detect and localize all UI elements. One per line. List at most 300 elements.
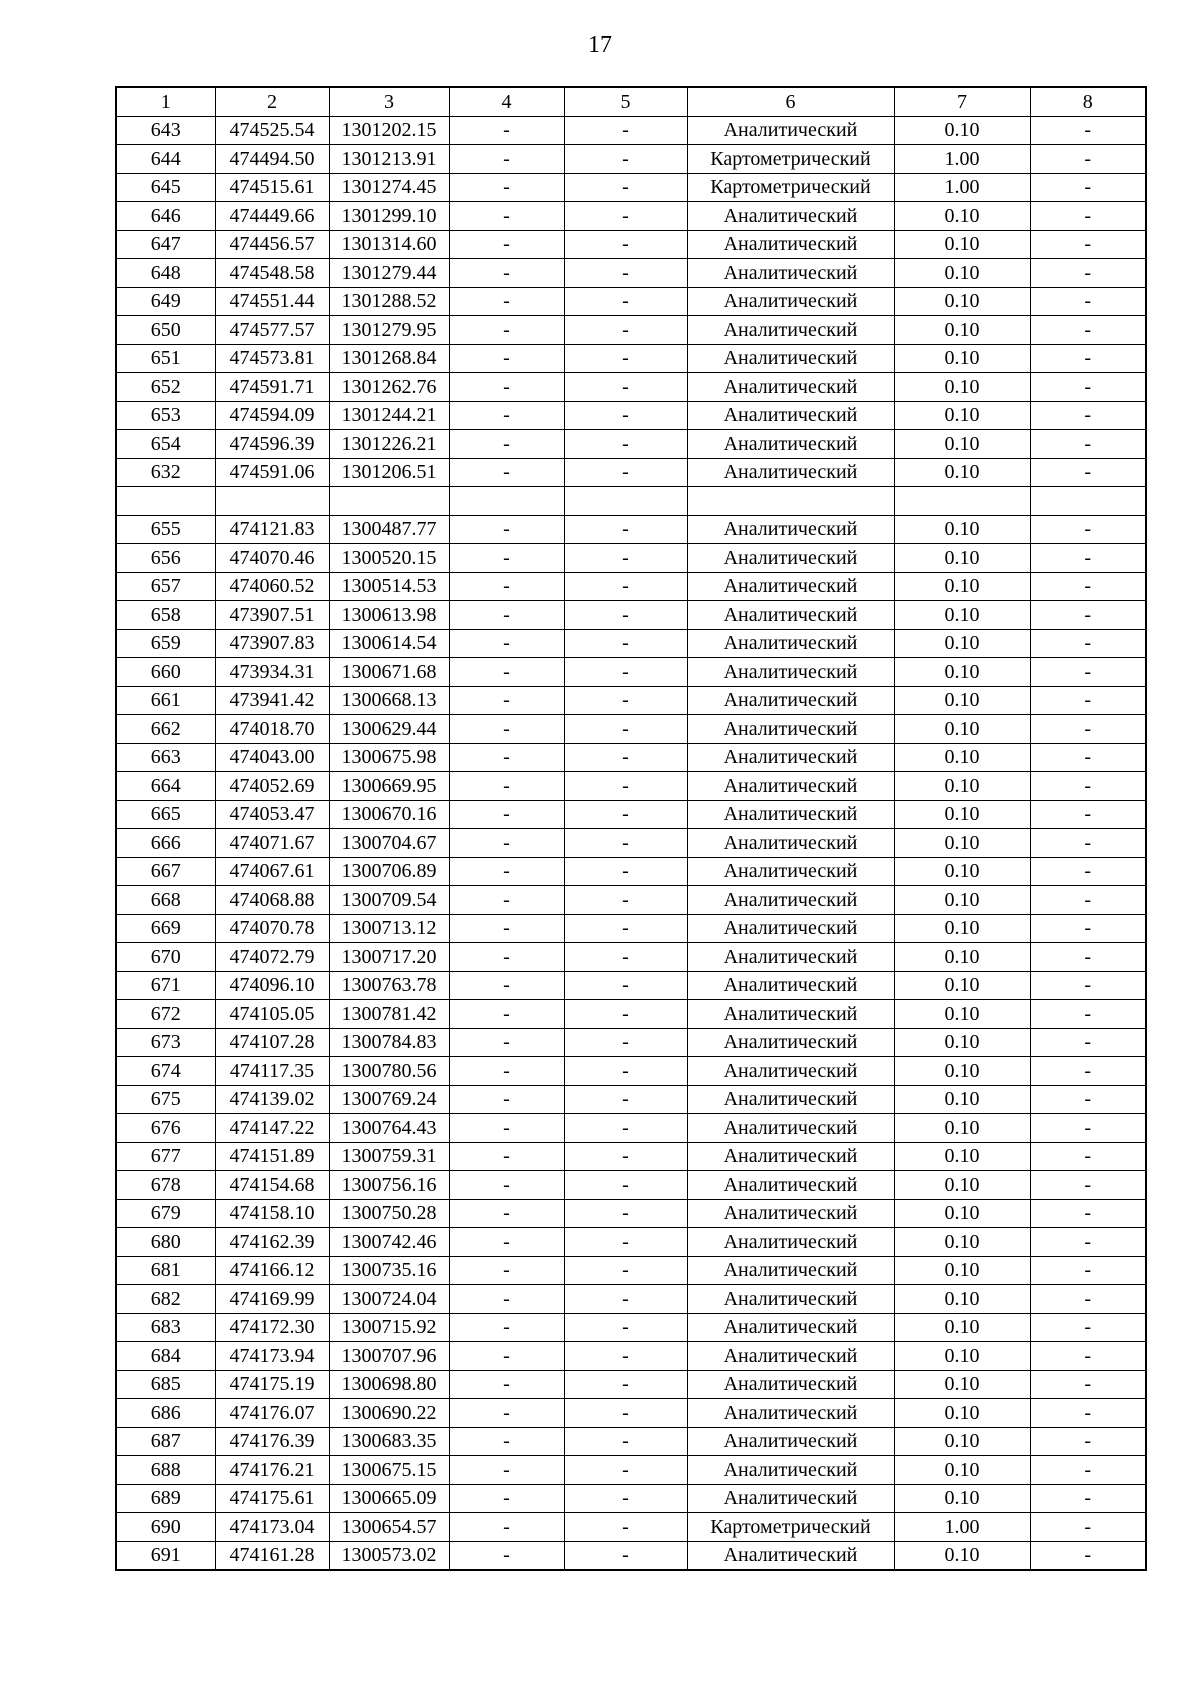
accuracy-cell: 0.10 (894, 430, 1030, 459)
method-cell: Аналитический (687, 601, 894, 630)
col8-cell: - (1030, 829, 1146, 858)
column-header: 1 (116, 87, 215, 116)
table-row (116, 857, 1146, 886)
point-number-cell: 680 (116, 1228, 215, 1257)
table-row (116, 1513, 1146, 1542)
table-row (116, 1456, 1146, 1485)
x-coordinate-cell: 474573.81 (215, 344, 329, 373)
col4-cell: - (449, 173, 564, 202)
point-number-cell: 664 (116, 772, 215, 801)
column-header: 6 (687, 87, 894, 116)
y-coordinate-cell: 1301262.76 (329, 373, 449, 402)
accuracy-cell: 0.10 (894, 116, 1030, 145)
method-cell: Аналитический (687, 1342, 894, 1371)
y-coordinate-cell: 1300717.20 (329, 943, 449, 972)
col8-cell: - (1030, 1228, 1146, 1257)
method-cell: Аналитический (687, 1199, 894, 1228)
method-cell: Аналитический (687, 1427, 894, 1456)
x-coordinate-cell: 474596.39 (215, 430, 329, 459)
method-cell: Картометрический (687, 173, 894, 202)
point-number-cell: 670 (116, 943, 215, 972)
method-cell: Аналитический (687, 1456, 894, 1485)
x-coordinate-cell: 474591.71 (215, 373, 329, 402)
method-cell: Аналитический (687, 1285, 894, 1314)
x-coordinate-cell: 474105.05 (215, 1000, 329, 1029)
method-cell: Аналитический (687, 1057, 894, 1086)
col8-cell: - (1030, 1427, 1146, 1456)
col5-cell: - (564, 601, 687, 630)
col5-cell: - (564, 971, 687, 1000)
col8-cell: - (1030, 629, 1146, 658)
accuracy-cell: 0.10 (894, 1142, 1030, 1171)
method-cell: Аналитический (687, 629, 894, 658)
point-number-cell: 644 (116, 145, 215, 174)
col5-cell: - (564, 857, 687, 886)
point-number-cell: 643 (116, 116, 215, 145)
table-row (116, 1342, 1146, 1371)
accuracy-cell: 0.10 (894, 1342, 1030, 1371)
col4-cell: - (449, 1399, 564, 1428)
y-coordinate-cell: 1301206.51 (329, 458, 449, 487)
method-cell: Аналитический (687, 316, 894, 345)
x-coordinate-cell: 474594.09 (215, 401, 329, 430)
accuracy-cell: 0.10 (894, 1399, 1030, 1428)
table-row (116, 1285, 1146, 1314)
method-cell: Аналитический (687, 1028, 894, 1057)
y-coordinate-cell: 1301213.91 (329, 145, 449, 174)
table-row (116, 658, 1146, 687)
col8-cell: - (1030, 202, 1146, 231)
col4-cell: - (449, 230, 564, 259)
point-number-cell: 648 (116, 259, 215, 288)
accuracy-cell: 1.00 (894, 145, 1030, 174)
col5-cell: - (564, 686, 687, 715)
y-coordinate-cell: 1300614.54 (329, 629, 449, 658)
x-coordinate-cell: 474166.12 (215, 1256, 329, 1285)
col5-cell: - (564, 202, 687, 231)
col4-cell: - (449, 715, 564, 744)
y-coordinate-cell: 1300715.92 (329, 1313, 449, 1342)
point-number-cell (116, 487, 215, 516)
method-cell: Аналитический (687, 857, 894, 886)
col5-cell: - (564, 1427, 687, 1456)
table-row (116, 1114, 1146, 1143)
method-cell: Аналитический (687, 1114, 894, 1143)
point-number-cell: 653 (116, 401, 215, 430)
col5-cell: - (564, 743, 687, 772)
method-cell: Аналитический (687, 800, 894, 829)
y-coordinate-cell: 1301202.15 (329, 116, 449, 145)
table-row (116, 287, 1146, 316)
method-cell: Аналитический (687, 886, 894, 915)
y-coordinate-cell: 1301279.95 (329, 316, 449, 345)
col5-cell: - (564, 287, 687, 316)
table-row (116, 487, 1146, 516)
method-cell: Аналитический (687, 373, 894, 402)
col4-cell: - (449, 658, 564, 687)
table-row (116, 1399, 1146, 1428)
col5-cell: - (564, 116, 687, 145)
accuracy-cell: 0.10 (894, 971, 1030, 1000)
y-coordinate-cell: 1300665.09 (329, 1484, 449, 1513)
point-number-cell: 665 (116, 800, 215, 829)
col4-cell: - (449, 287, 564, 316)
col4-cell: - (449, 430, 564, 459)
point-number-cell: 674 (116, 1057, 215, 1086)
col8-cell: - (1030, 715, 1146, 744)
table-row (116, 800, 1146, 829)
x-coordinate-cell: 474060.52 (215, 572, 329, 601)
table-row (116, 601, 1146, 630)
col5-cell: - (564, 1114, 687, 1143)
table-row (116, 686, 1146, 715)
table-row (116, 629, 1146, 658)
table-row (116, 1199, 1146, 1228)
y-coordinate-cell: 1300780.56 (329, 1057, 449, 1086)
point-number-cell: 632 (116, 458, 215, 487)
y-coordinate-cell: 1300683.35 (329, 1427, 449, 1456)
x-coordinate-cell: 474494.50 (215, 145, 329, 174)
x-coordinate-cell: 474577.57 (215, 316, 329, 345)
method-cell: Аналитический (687, 658, 894, 687)
col8-cell: - (1030, 1313, 1146, 1342)
col5-cell: - (564, 173, 687, 202)
col5-cell: - (564, 1484, 687, 1513)
col5-cell: - (564, 572, 687, 601)
x-coordinate-cell: 474107.28 (215, 1028, 329, 1057)
col5-cell: - (564, 316, 687, 345)
method-cell: Аналитический (687, 1256, 894, 1285)
accuracy-cell: 0.10 (894, 1427, 1030, 1456)
x-coordinate-cell: 474151.89 (215, 1142, 329, 1171)
method-cell: Аналитический (687, 971, 894, 1000)
col5-cell: - (564, 886, 687, 915)
x-coordinate-cell (215, 487, 329, 516)
table-row (116, 572, 1146, 601)
accuracy-cell: 0.10 (894, 202, 1030, 231)
point-number-cell: 673 (116, 1028, 215, 1057)
col5-cell: - (564, 829, 687, 858)
x-coordinate-cell: 474070.78 (215, 914, 329, 943)
col4-cell: - (449, 1541, 564, 1570)
y-coordinate-cell: 1300724.04 (329, 1285, 449, 1314)
accuracy-cell (894, 487, 1030, 516)
y-coordinate-cell: 1300704.67 (329, 829, 449, 858)
point-number-cell: 676 (116, 1114, 215, 1143)
accuracy-cell: 0.10 (894, 1313, 1030, 1342)
x-coordinate-cell: 474071.67 (215, 829, 329, 858)
col4-cell: - (449, 344, 564, 373)
method-cell: Аналитический (687, 1370, 894, 1399)
col4-cell: - (449, 1171, 564, 1200)
col5-cell: - (564, 259, 687, 288)
point-number-cell: 666 (116, 829, 215, 858)
x-coordinate-cell: 474173.94 (215, 1342, 329, 1371)
point-number-cell: 684 (116, 1342, 215, 1371)
col8-cell: - (1030, 686, 1146, 715)
y-coordinate-cell: 1300514.53 (329, 572, 449, 601)
table-header-row (116, 87, 1146, 116)
col5-cell: - (564, 145, 687, 174)
x-coordinate-cell: 474449.66 (215, 202, 329, 231)
table-row (116, 259, 1146, 288)
y-coordinate-cell: 1300764.43 (329, 1114, 449, 1143)
col8-cell: - (1030, 1256, 1146, 1285)
table-row (116, 943, 1146, 972)
method-cell: Аналитический (687, 116, 894, 145)
col5-cell: - (564, 772, 687, 801)
col8-cell: - (1030, 1399, 1146, 1428)
table-row (116, 971, 1146, 1000)
accuracy-cell: 0.10 (894, 601, 1030, 630)
col4-cell: - (449, 1256, 564, 1285)
y-coordinate-cell: 1300698.80 (329, 1370, 449, 1399)
table-row (116, 1256, 1146, 1285)
col8-cell: - (1030, 373, 1146, 402)
table-row (116, 316, 1146, 345)
col8-cell: - (1030, 515, 1146, 544)
point-number-cell: 659 (116, 629, 215, 658)
point-number-cell: 679 (116, 1199, 215, 1228)
col4-cell: - (449, 1028, 564, 1057)
x-coordinate-cell: 474096.10 (215, 971, 329, 1000)
col5-cell: - (564, 1171, 687, 1200)
col4-cell: - (449, 1427, 564, 1456)
method-cell: Аналитический (687, 715, 894, 744)
x-coordinate-cell: 474176.21 (215, 1456, 329, 1485)
accuracy-cell: 0.10 (894, 658, 1030, 687)
method-cell: Аналитический (687, 1399, 894, 1428)
x-coordinate-cell: 473907.83 (215, 629, 329, 658)
col5-cell: - (564, 1370, 687, 1399)
table-row (116, 1313, 1146, 1342)
col5-cell: - (564, 914, 687, 943)
col5-cell: - (564, 1456, 687, 1485)
x-coordinate-cell: 474018.70 (215, 715, 329, 744)
col4-cell: - (449, 1370, 564, 1399)
col8-cell: - (1030, 230, 1146, 259)
col4-cell: - (449, 202, 564, 231)
accuracy-cell: 0.10 (894, 1370, 1030, 1399)
col8-cell: - (1030, 857, 1146, 886)
x-coordinate-cell: 474548.58 (215, 259, 329, 288)
col4-cell: - (449, 515, 564, 544)
y-coordinate-cell: 1300750.28 (329, 1199, 449, 1228)
accuracy-cell: 0.10 (894, 1484, 1030, 1513)
point-number-cell: 658 (116, 601, 215, 630)
column-header: 7 (894, 87, 1030, 116)
col5-cell: - (564, 943, 687, 972)
point-number-cell: 647 (116, 230, 215, 259)
col4-cell: - (449, 316, 564, 345)
x-coordinate-cell: 474176.39 (215, 1427, 329, 1456)
method-cell: Аналитический (687, 1085, 894, 1114)
y-coordinate-cell: 1301268.84 (329, 344, 449, 373)
x-coordinate-cell: 474175.19 (215, 1370, 329, 1399)
y-coordinate-cell: 1300742.46 (329, 1228, 449, 1257)
accuracy-cell: 0.10 (894, 316, 1030, 345)
table-row (116, 1541, 1146, 1570)
y-coordinate-cell: 1300759.31 (329, 1142, 449, 1171)
point-number-cell: 678 (116, 1171, 215, 1200)
x-coordinate-cell: 473907.51 (215, 601, 329, 630)
point-number-cell: 686 (116, 1399, 215, 1428)
col5-cell: - (564, 458, 687, 487)
x-coordinate-cell: 474515.61 (215, 173, 329, 202)
method-cell: Аналитический (687, 430, 894, 459)
table-row (116, 914, 1146, 943)
col4-cell: - (449, 1199, 564, 1228)
col8-cell: - (1030, 173, 1146, 202)
x-coordinate-cell: 474169.99 (215, 1285, 329, 1314)
column-header: 2 (215, 87, 329, 116)
point-number-cell: 656 (116, 544, 215, 573)
point-number-cell: 657 (116, 572, 215, 601)
accuracy-cell: 0.10 (894, 1114, 1030, 1143)
col4-cell: - (449, 259, 564, 288)
method-cell: Аналитический (687, 1228, 894, 1257)
table-row (116, 772, 1146, 801)
y-coordinate-cell: 1300613.98 (329, 601, 449, 630)
method-cell: Аналитический (687, 1171, 894, 1200)
col8-cell: - (1030, 116, 1146, 145)
table-row (116, 344, 1146, 373)
table-row (116, 430, 1146, 459)
point-number-cell: 681 (116, 1256, 215, 1285)
table-body (116, 116, 1146, 1570)
method-cell: Аналитический (687, 344, 894, 373)
method-cell: Картометрический (687, 145, 894, 174)
method-cell: Аналитический (687, 544, 894, 573)
table-row (116, 1142, 1146, 1171)
col8-cell: - (1030, 458, 1146, 487)
column-header: 4 (449, 87, 564, 116)
point-number-cell: 691 (116, 1541, 215, 1570)
method-cell: Аналитический (687, 686, 894, 715)
col5-cell: - (564, 544, 687, 573)
x-coordinate-cell: 474158.10 (215, 1199, 329, 1228)
y-coordinate-cell: 1300675.98 (329, 743, 449, 772)
col4-cell: - (449, 914, 564, 943)
x-coordinate-cell: 474172.30 (215, 1313, 329, 1342)
col5-cell: - (564, 515, 687, 544)
point-number-cell: 645 (116, 173, 215, 202)
col4-cell: - (449, 1456, 564, 1485)
col4-cell: - (449, 1057, 564, 1086)
table-row (116, 145, 1146, 174)
col5-cell (564, 487, 687, 516)
x-coordinate-cell: 474072.79 (215, 943, 329, 972)
col4-cell: - (449, 1228, 564, 1257)
point-number-cell: 655 (116, 515, 215, 544)
col4-cell: - (449, 971, 564, 1000)
col4-cell: - (449, 1085, 564, 1114)
col8-cell: - (1030, 1114, 1146, 1143)
col4-cell: - (449, 572, 564, 601)
accuracy-cell: 0.10 (894, 544, 1030, 573)
method-cell: Аналитический (687, 1313, 894, 1342)
y-coordinate-cell: 1301279.44 (329, 259, 449, 288)
table-row (116, 373, 1146, 402)
x-coordinate-cell: 474176.07 (215, 1399, 329, 1428)
col5-cell: - (564, 1057, 687, 1086)
accuracy-cell: 0.10 (894, 1256, 1030, 1285)
table-row (116, 1085, 1146, 1114)
col8-cell: - (1030, 1513, 1146, 1542)
point-number-cell: 660 (116, 658, 215, 687)
col4-cell: - (449, 601, 564, 630)
col4-cell: - (449, 1313, 564, 1342)
col4-cell: - (449, 943, 564, 972)
method-cell: Аналитический (687, 914, 894, 943)
accuracy-cell: 0.10 (894, 1456, 1030, 1485)
x-coordinate-cell: 474043.00 (215, 743, 329, 772)
col5-cell: - (564, 344, 687, 373)
y-coordinate-cell: 1300573.02 (329, 1541, 449, 1570)
point-number-cell: 651 (116, 344, 215, 373)
accuracy-cell: 0.10 (894, 1000, 1030, 1029)
col4-cell: - (449, 1114, 564, 1143)
col8-cell: - (1030, 1456, 1146, 1485)
col4-cell: - (449, 544, 564, 573)
accuracy-cell: 0.10 (894, 772, 1030, 801)
x-coordinate-cell: 474591.06 (215, 458, 329, 487)
point-number-cell: 668 (116, 886, 215, 915)
method-cell: Аналитический (687, 259, 894, 288)
table-row (116, 1057, 1146, 1086)
table-row (116, 230, 1146, 259)
method-cell: Аналитический (687, 572, 894, 601)
point-number-cell: 685 (116, 1370, 215, 1399)
col5-cell: - (564, 1513, 687, 1542)
y-coordinate-cell: 1301226.21 (329, 430, 449, 459)
y-coordinate-cell (329, 487, 449, 516)
col4-cell: - (449, 1484, 564, 1513)
x-coordinate-cell: 474139.02 (215, 1085, 329, 1114)
col5-cell: - (564, 800, 687, 829)
col4-cell: - (449, 629, 564, 658)
col5-cell: - (564, 230, 687, 259)
col8-cell: - (1030, 1028, 1146, 1057)
col5-cell: - (564, 1256, 687, 1285)
table-row (116, 1028, 1146, 1057)
point-number-cell: 669 (116, 914, 215, 943)
accuracy-cell: 0.10 (894, 515, 1030, 544)
col8-cell: - (1030, 145, 1146, 174)
method-cell: Аналитический (687, 230, 894, 259)
table-row (116, 886, 1146, 915)
column-header: 5 (564, 87, 687, 116)
point-number-cell: 690 (116, 1513, 215, 1542)
col4-cell: - (449, 829, 564, 858)
col5-cell: - (564, 1541, 687, 1570)
x-coordinate-cell: 474525.54 (215, 116, 329, 145)
table-row (116, 1484, 1146, 1513)
col8-cell: - (1030, 401, 1146, 430)
method-cell: Аналитический (687, 202, 894, 231)
table-row (116, 1427, 1146, 1456)
point-number-cell: 688 (116, 1456, 215, 1485)
x-coordinate-cell: 474173.04 (215, 1513, 329, 1542)
col8-cell: - (1030, 601, 1146, 630)
x-coordinate-cell: 474117.35 (215, 1057, 329, 1086)
y-coordinate-cell: 1301244.21 (329, 401, 449, 430)
y-coordinate-cell: 1300668.13 (329, 686, 449, 715)
col8-cell: - (1030, 743, 1146, 772)
method-cell: Аналитический (687, 1000, 894, 1029)
y-coordinate-cell: 1300670.16 (329, 800, 449, 829)
accuracy-cell: 0.10 (894, 344, 1030, 373)
